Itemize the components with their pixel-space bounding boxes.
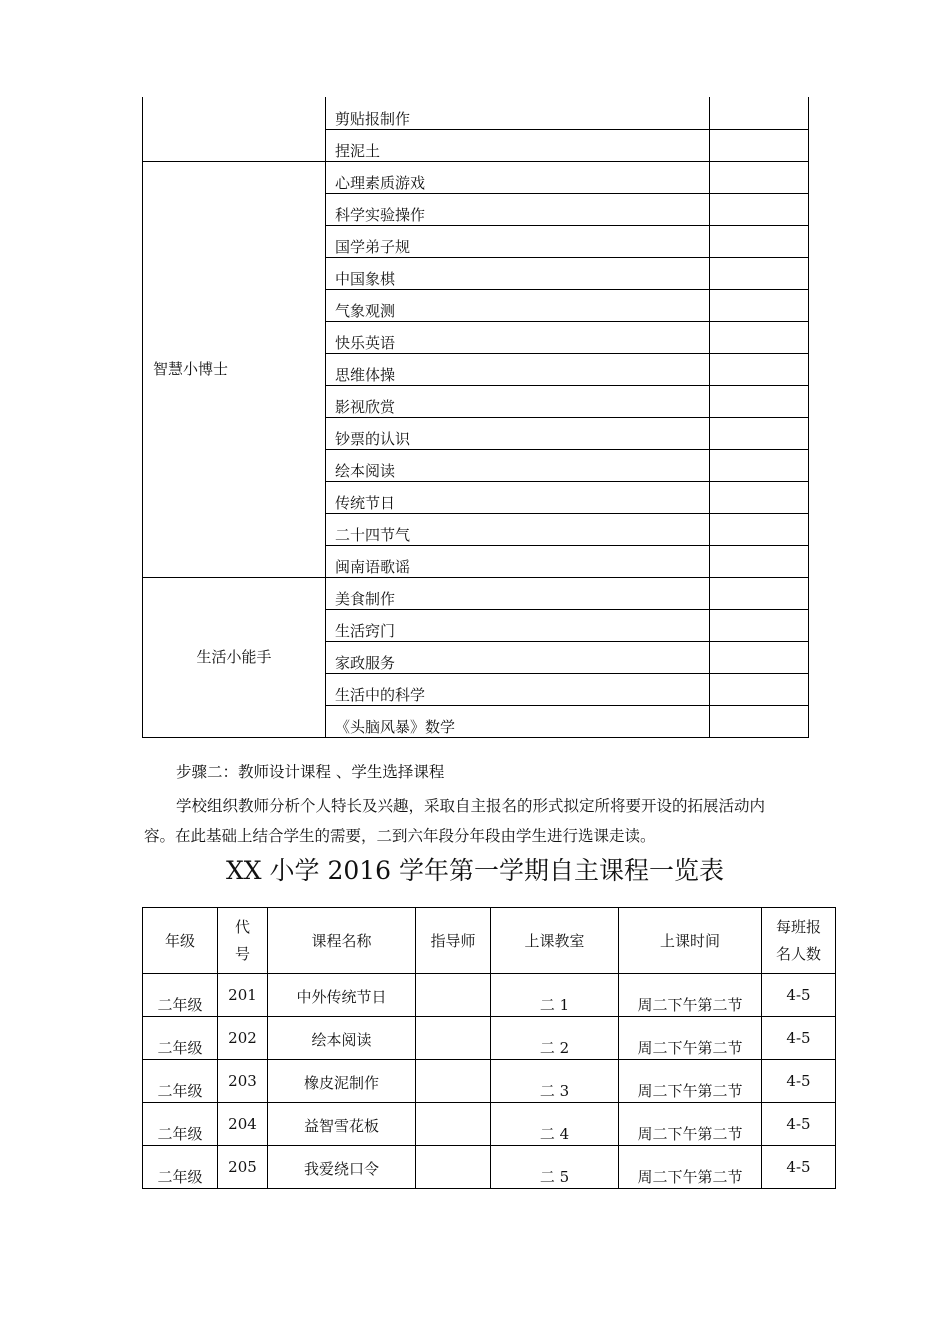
course-cell: 心理素质游戏: [326, 161, 710, 193]
course-cell: 二十四节气: [326, 513, 710, 545]
classroom-cell: [491, 1060, 619, 1103]
paragraph-line: 学校组织教师分析个人特长及兴趣，采取自主报名的形式拟定所将要开设的拓展活动内: [176, 797, 766, 815]
header-code-line2: 号: [234, 944, 250, 963]
paragraph-line: 容。在此基础上结合学生的需要，二到六年段分年段由学生进行选课走读。: [144, 827, 656, 845]
step-heading: 步骤二：教师设计课程 、学生选择课程: [176, 763, 445, 781]
code-text: 203: [228, 1072, 257, 1090]
time-text: 周二下午第二节: [637, 996, 743, 1014]
group-cell: [143, 97, 326, 161]
course-cell: 科学实验操作: [326, 193, 710, 225]
course-cell: 影视欣赏: [326, 385, 710, 417]
blank-cell: [710, 385, 809, 417]
table-row: [143, 577, 809, 609]
classroom-text: 二 5: [539, 1168, 570, 1186]
grade-cell: [143, 1146, 218, 1189]
course-name-cell: [268, 1017, 416, 1060]
blank-cell: [710, 353, 809, 385]
header-code: [218, 908, 268, 974]
blank-cell: [710, 641, 809, 673]
code-cell: [218, 1017, 268, 1060]
course-name-text: 橡皮泥制作: [303, 1074, 379, 1092]
teacher-cell: [416, 1146, 491, 1189]
grade-cell: [143, 974, 218, 1017]
time-text: 周二下午第二节: [637, 1125, 743, 1143]
blank-cell: [710, 289, 809, 321]
code-text: 204: [228, 1115, 257, 1133]
code-cell: [218, 1060, 268, 1103]
header-grade: 年级: [143, 908, 218, 974]
grade-text: 二年级: [157, 1082, 203, 1100]
course-cell: 气象观测: [326, 289, 710, 321]
classroom-cell: [491, 974, 619, 1017]
activity-course-table: [142, 97, 809, 738]
time-cell: [619, 1017, 762, 1060]
course-name-text: 绘本阅读: [311, 1031, 372, 1049]
table-row: [143, 161, 809, 193]
header-classroom: 上课教室: [491, 908, 619, 974]
grade-cell: [143, 1060, 218, 1103]
grade-text: 二年级: [157, 1168, 203, 1186]
course-name-cell: [268, 1146, 416, 1189]
course-cell: 国学弟子规: [326, 225, 710, 257]
code-cell: [218, 974, 268, 1017]
blank-cell: [710, 481, 809, 513]
teacher-cell: [416, 974, 491, 1017]
classroom-text: 二 3: [539, 1082, 570, 1100]
group-cell: 生活小能手: [143, 577, 326, 737]
quota-text: 4-5: [786, 1115, 811, 1133]
grade-text: 二年级: [157, 1039, 203, 1057]
quota-text: 4-5: [786, 1029, 811, 1047]
course-name-text: 我爱绕口令: [303, 1160, 379, 1178]
quota-text: 4-5: [786, 1158, 811, 1176]
course-cell: 家政服务: [326, 641, 710, 673]
table-row: [143, 1060, 836, 1103]
header-course-name: 课程名称: [268, 908, 416, 974]
classroom-cell: [491, 1103, 619, 1146]
grade-text: 二年级: [157, 1125, 203, 1143]
quota-cell: [762, 1103, 836, 1146]
course-cell: 闽南语歌谣: [326, 545, 710, 577]
grade-cell: [143, 1017, 218, 1060]
course-cell: 传统节日: [326, 481, 710, 513]
time-text: 周二下午第二节: [637, 1039, 743, 1057]
course-cell: 绘本阅读: [326, 449, 710, 481]
course-cell: 美食制作: [326, 577, 710, 609]
blank-cell: [710, 545, 809, 577]
time-cell: [619, 1146, 762, 1189]
table-row: [143, 974, 836, 1017]
header-time: 上课时间: [619, 908, 762, 974]
time-cell: [619, 1103, 762, 1146]
grade-cell: [143, 1103, 218, 1146]
quota-cell: [762, 1060, 836, 1103]
classroom-text: 二 2: [539, 1039, 570, 1057]
time-text: 周二下午第二节: [637, 1168, 743, 1186]
code-cell: [218, 1103, 268, 1146]
blank-cell: [710, 417, 809, 449]
table-row: [143, 1017, 836, 1060]
table-row: [143, 97, 809, 129]
header-quota-line1: 每班报: [775, 917, 821, 936]
course-cell: 钞票的认识: [326, 417, 710, 449]
teacher-cell: [416, 1060, 491, 1103]
classroom-text: 二 1: [539, 996, 570, 1014]
table-row: [143, 1103, 836, 1146]
header-quota-line2: 名人数: [775, 944, 821, 963]
classroom-text: 二 4: [539, 1125, 570, 1143]
teacher-cell: [416, 1017, 491, 1060]
header-row: [143, 908, 836, 974]
quota-cell: [762, 1017, 836, 1060]
course-name-cell: [268, 1103, 416, 1146]
table-row: [143, 1146, 836, 1189]
header-teacher: 指导师: [416, 908, 491, 974]
course-cell: 生活窍门: [326, 609, 710, 641]
blank-cell: [710, 193, 809, 225]
grade-text: 二年级: [157, 996, 203, 1014]
course-cell: 捏泥土: [326, 129, 710, 161]
blank-cell: [710, 257, 809, 289]
code-text: 202: [228, 1029, 257, 1047]
blank-cell: [710, 577, 809, 609]
document-title: XX 小学 2016 学年第一学期自主课程一览表: [225, 856, 725, 885]
time-text: 周二下午第二节: [637, 1082, 743, 1100]
blank-cell: [710, 321, 809, 353]
course-name-text: 益智雪花板: [303, 1117, 379, 1135]
blank-cell: [710, 705, 809, 737]
course-cell: 《头脑风暴》数学: [326, 705, 710, 737]
course-schedule-table: [142, 907, 836, 1189]
blank-cell: [710, 609, 809, 641]
code-text: 201: [228, 986, 257, 1004]
blank-cell: [710, 513, 809, 545]
quota-text: 4-5: [786, 986, 811, 1004]
blank-cell: [710, 449, 809, 481]
course-cell: 思维体操: [326, 353, 710, 385]
time-cell: [619, 974, 762, 1017]
course-name-cell: [268, 974, 416, 1017]
group-cell: 智慧小博士: [143, 161, 326, 577]
course-name-text: 中外传统节日: [296, 988, 387, 1006]
blank-cell: [710, 129, 809, 161]
code-cell: [218, 1146, 268, 1189]
quota-text: 4-5: [786, 1072, 811, 1090]
blank-cell: [710, 673, 809, 705]
quota-cell: [762, 1146, 836, 1189]
blank-cell: [710, 225, 809, 257]
teacher-cell: [416, 1103, 491, 1146]
course-cell: 剪贴报制作: [326, 97, 710, 129]
quota-cell: [762, 974, 836, 1017]
header-code-line1: 代: [234, 917, 250, 936]
time-cell: [619, 1060, 762, 1103]
classroom-cell: [491, 1017, 619, 1060]
course-cell: 中国象棋: [326, 257, 710, 289]
course-cell: 快乐英语: [326, 321, 710, 353]
header-quota: [762, 908, 836, 974]
code-text: 205: [228, 1158, 257, 1176]
course-cell: 生活中的科学: [326, 673, 710, 705]
course-name-cell: [268, 1060, 416, 1103]
blank-cell: [710, 97, 809, 129]
blank-cell: [710, 161, 809, 193]
classroom-cell: [491, 1146, 619, 1189]
